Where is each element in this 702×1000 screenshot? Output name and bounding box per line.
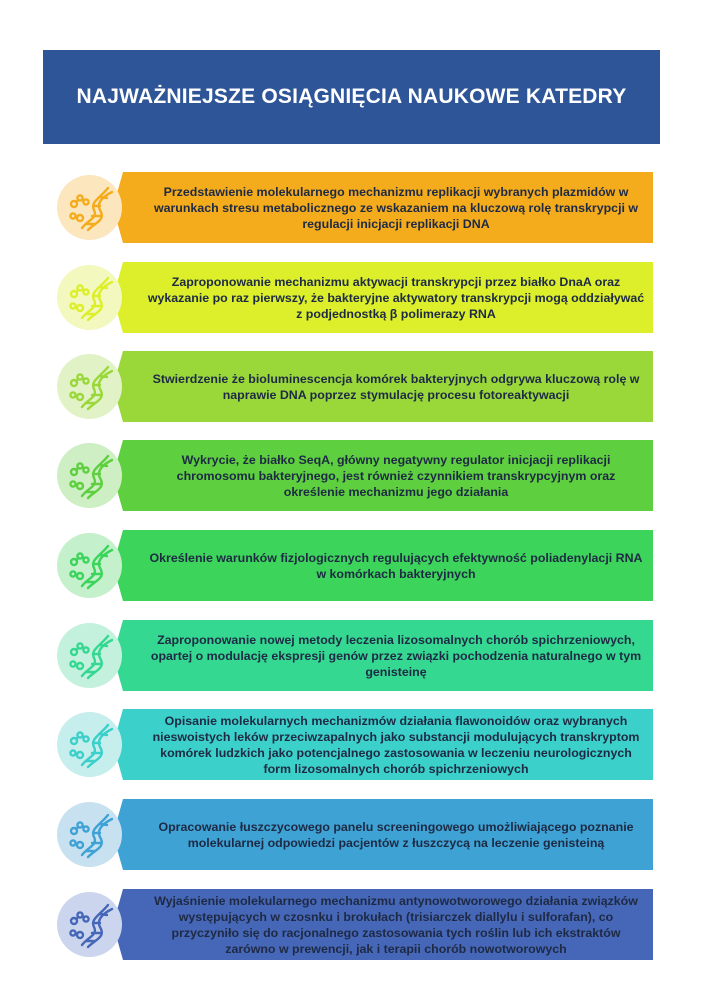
achievement-text: Zaproponowanie nowej metody leczenia lizosomalnych chorób spichrzeniowych, opartej o modulację ekspresji genów przez związki pochodzenia naturalnego w tym genisteinę xyxy=(150,632,642,679)
achievement-item xyxy=(57,440,653,511)
icon-circle xyxy=(57,265,122,330)
icon-circle xyxy=(57,175,122,240)
dna-molecules-icon xyxy=(64,272,116,324)
dna-molecules-icon xyxy=(64,361,116,413)
achievement-item xyxy=(57,262,653,333)
achievement-text: Opisanie molekularnych mechanizmów działania flawonoidów oraz wybranych nieswoistych leków przeciwzapalnych jako substancji modulujących transkryptom komórek ludzkich jako potencjalnego zastosowania w leczeniu neurologicznych form lizosomalnych chorób spichrzeniowych xyxy=(152,713,640,776)
achievement-text: Opracowanie łuszczycowego panelu screeningowego umożliwiającego poznanie molekularnej odpowiedzi pacjentów z łuszczycą na leczenie genisteiną xyxy=(158,819,634,850)
achievement-item xyxy=(57,530,653,601)
dna-molecules-icon xyxy=(64,719,116,771)
achievement-item xyxy=(57,799,653,870)
achievement-text: Przedstawienie molekularnego mechanizmu replikacji wybranych plazmidów w warunkach stresu metabolicznego ze wskazaniem na kluczową rolę transkrypcji w regulacji inicjacji replikacji DNA xyxy=(153,184,639,231)
achievement-item xyxy=(57,172,653,243)
achievement-text: Określenie warunków fizjologicznych regulujących efektywność poliadenylacji RNA w komórkach bakteryjnych xyxy=(149,550,643,581)
icon-circle xyxy=(57,802,122,867)
dna-molecules-icon xyxy=(64,809,116,861)
achievement-text: Wyjaśnienie molekularnego mechanizmu antynowotworowego działania związków występujących w czosnku i brokułach (trisiarczek diallylu i sulforafan), co przyczyniło się do racjonalnego zastosowania tych roślin lub ich ekstraktów zarówno w prewencji, jak i terapii chorób nowotworowych xyxy=(154,893,638,956)
icon-circle xyxy=(57,533,122,598)
dna-molecules-icon xyxy=(64,182,116,234)
achievement-text: Wykrycie, że białko SeqA, główny negatywny regulator inicjacji replikacji chromosomu bakteryjnego, jest również czynnikiem transkrypcyjnym oraz określenie mechanizmu jego działania xyxy=(176,452,616,499)
dna-molecules-icon xyxy=(64,630,116,682)
achievement-item xyxy=(57,709,653,780)
icon-circle xyxy=(57,354,122,419)
achievement-item xyxy=(57,351,653,422)
achievement-text: Zaproponowanie mechanizmu aktywacji transkrypcji przez białko DnaA oraz wykazanie po raz pierwszy, że bakteryjne aktywatory transkrypcji mogą oddziaływać z podjednostką β polimerazy RNA xyxy=(147,274,645,321)
icon-circle xyxy=(57,623,122,688)
icon-circle xyxy=(57,892,122,957)
page-header xyxy=(43,50,660,144)
page-title: NAJWAŻNIEJSZE OSIĄGNIĘCIA NAUKOWE KATEDRY xyxy=(76,85,627,108)
achievement-item xyxy=(57,620,653,691)
dna-molecules-icon xyxy=(64,450,116,502)
dna-molecules-icon xyxy=(64,540,116,592)
achievement-text: Stwierdzenie że bioluminescencja komórek bakteryjnych odgrywa kluczową rolę w naprawie DNA poprzez stymulację procesu fotoreaktywacji xyxy=(152,371,640,402)
dna-molecules-icon xyxy=(64,899,116,951)
icon-circle xyxy=(57,443,122,508)
icon-circle xyxy=(57,712,122,777)
achievement-item xyxy=(57,889,653,960)
